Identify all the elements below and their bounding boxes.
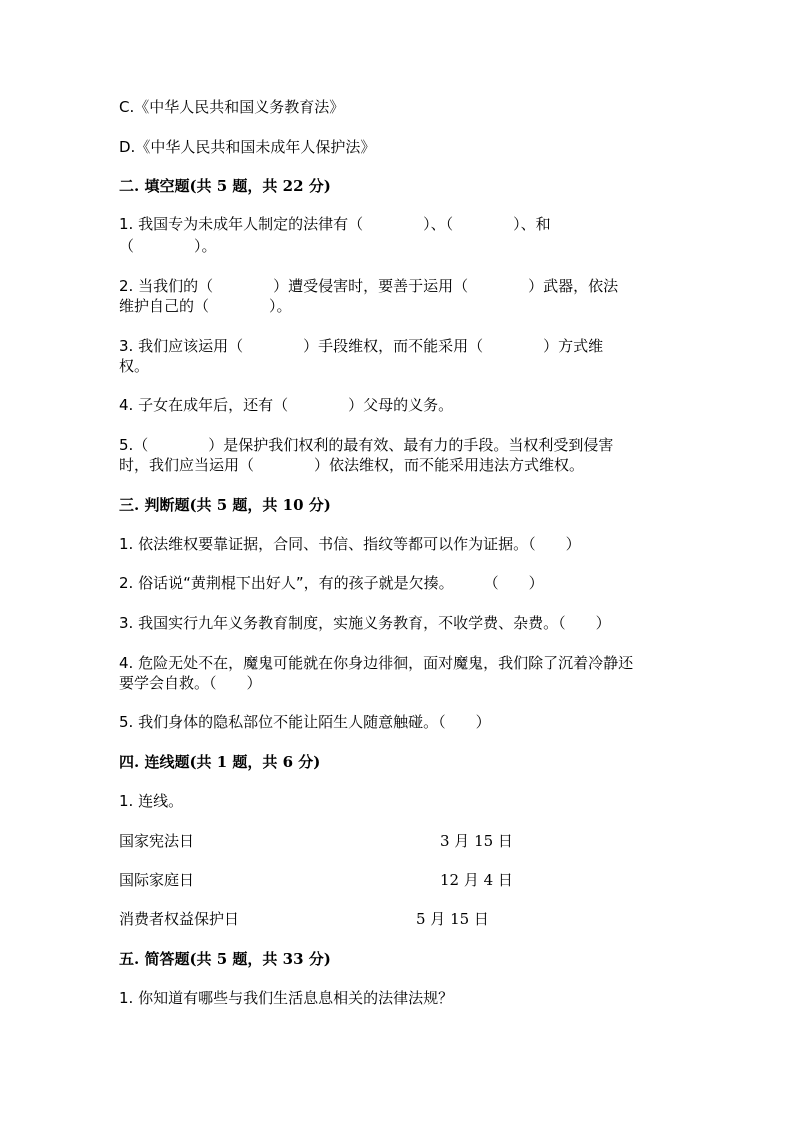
tf-q3: 3. 我国实行九年义务教育制度，实施义务教育，不收学费、杂费。（ ）: [119, 614, 611, 632]
fill-q2-line1: 2. 当我们的（ ）遭受侵害时，要善于运用（ ）武器，依法: [119, 277, 619, 295]
tf-q1: 1. 依法维权要靠证据，合同、书信、指纹等都可以作为证据。（ ）: [119, 535, 581, 553]
section-heading-matching: 四. 连线题(共 1 题，共 6 分): [119, 753, 321, 771]
matching-left-item: 国际家庭日: [119, 871, 195, 889]
matching-right-item: 3 月 15 日: [440, 832, 513, 850]
fill-q3-line2: 权。: [119, 357, 150, 375]
fill-q5-line2: 时，我们应当运用（ ）依法维权，而不能采用违法方式维权。: [119, 456, 585, 474]
fill-q3-line1: 3. 我们应该运用（ ）手段维权，而不能采用（ ）方式维: [119, 337, 604, 355]
section-heading-fill-blank: 二. 填空题(共 5 题，共 22 分): [119, 177, 331, 195]
section-heading-short-answer: 五. 简答题(共 5 题，共 33 分): [119, 950, 331, 968]
fill-q5-line1: 5.（ ）是保护我们权利的最有效、最有力的手段。当权利受到侵害: [119, 436, 614, 454]
matching-left-item: 国家宪法日: [119, 832, 195, 850]
fill-q1-line2: （ ）。: [119, 237, 217, 255]
matching-right-item: 12 月 4 日: [440, 871, 513, 889]
short-answer-q1: 1. 你知道有哪些与我们生活息息相关的法律法规？: [119, 989, 454, 1007]
fill-q2-line2: 维护自己的（ ）。: [119, 297, 292, 315]
tf-q4-line2: 要学会自救。（ ）: [119, 674, 262, 692]
option-d: D.《中华人民共和国未成年人保护法》: [119, 138, 376, 156]
tf-q4-line1: 4. 危险无处不在，魔鬼可能就在你身边徘徊，面对魔鬼，我们除了沉着冷静还: [119, 654, 634, 672]
tf-q2: 2. 俗话说“黄荆棍下出好人”，有的孩子就是欠揍。 （ ）: [119, 574, 544, 592]
fill-q1-line1: 1. 我国专为未成年人制定的法律有（ ）、（ ）、和: [119, 215, 551, 233]
section-heading-true-false: 三. 判断题(共 5 题，共 10 分): [119, 496, 331, 514]
matching-right-item: 5 月 15 日: [416, 910, 489, 928]
tf-q5: 5. 我们身体的隐私部位不能让陌生人随意触碰。（ ）: [119, 713, 491, 731]
fill-q4: 4. 子女在成年后，还有（ ）父母的义务。: [119, 396, 454, 414]
option-c: C.《中华人民共和国义务教育法》: [119, 98, 345, 116]
matching-q1: 1. 连线。: [119, 792, 184, 810]
matching-left-item: 消费者权益保护日: [119, 910, 240, 928]
